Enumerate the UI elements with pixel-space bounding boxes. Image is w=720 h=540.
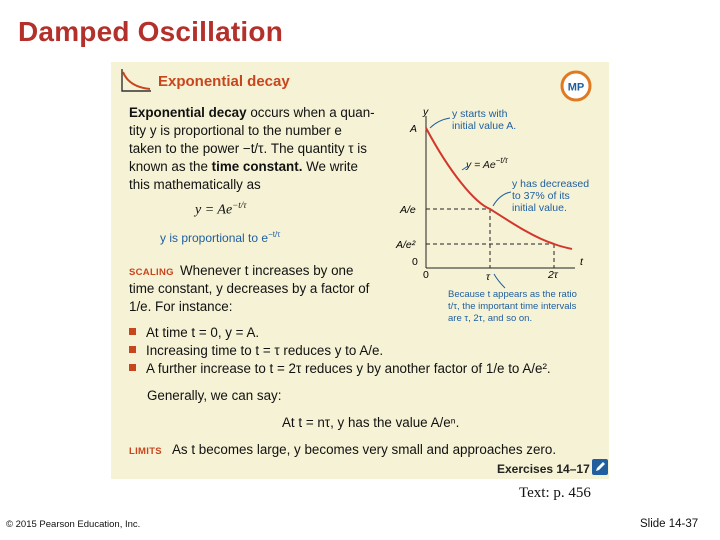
arrow-start [430, 118, 450, 128]
bullet-square-icon [129, 328, 136, 335]
limits-tag: LIMITS [129, 446, 162, 457]
scaling-line3: 1/e. For instance: [129, 299, 233, 314]
pencil-icon[interactable] [592, 459, 608, 475]
x-axis-label: t [580, 256, 583, 268]
para-line2: tity y is proportional to the number e [129, 123, 342, 138]
general-rule: At t = nτ, y has the value A/eⁿ. [282, 415, 460, 430]
exercises-link[interactable]: Exercises 14–17 [497, 462, 590, 476]
annotation-tau-line2: t/τ, the important time intervals [448, 301, 577, 312]
definition-paragraph [129, 104, 381, 194]
term-time-constant: time constant. [211, 159, 303, 174]
curve-label: $y = Ae^{-t/\tau}$ [466, 156, 508, 171]
generally-text: Generally, we can say: [147, 388, 282, 403]
formula-exponent: −t/τ [232, 200, 247, 210]
para-line4-post: We write [302, 159, 358, 174]
annotation-37-line3: initial value. [512, 202, 567, 214]
tick-a-over-e: A/e [400, 204, 416, 216]
bullet-item [129, 343, 383, 358]
para-line1: occurs when a quan- [246, 105, 375, 120]
arrow-37 [493, 192, 511, 206]
bullet-item [129, 325, 259, 340]
formula-note-text: y is proportional to e [160, 231, 269, 245]
scaling-tag: SCALING [129, 267, 174, 278]
bullet-square-icon [129, 364, 136, 371]
annotation-tau-line1: Because t appears as the ratio [448, 289, 577, 300]
tick-a: A [410, 123, 418, 135]
slide-title: Damped Oscillation [18, 16, 283, 47]
scaling-lines [129, 280, 381, 316]
y-axis-label: y [423, 106, 429, 118]
annotation-37-line2: to 37% of its [512, 190, 570, 202]
annotation-tau-line3: are τ, 2τ, and so on. [448, 313, 533, 324]
bullet-square-icon [129, 346, 136, 353]
copyright-notice: © 2015 Pearson Education, Inc. [6, 519, 141, 530]
decay-formula [195, 200, 246, 219]
scaling-line1: Whenever t increases by one [180, 263, 354, 278]
annotation-start-line1: y starts with [452, 108, 508, 120]
bullet-item [129, 361, 551, 376]
annotation-37-line1: y has decreased [512, 178, 590, 190]
bullet-text: Increasing time to t = τ reduces y to A/e. [146, 343, 384, 358]
decay-graph [390, 98, 609, 338]
tick-2tau: 2τ [548, 269, 558, 281]
formula-note-exponent: −t/τ [268, 230, 281, 239]
arrow-tau [494, 274, 505, 288]
formula-base: y = Ae [195, 202, 233, 218]
formula-note [160, 230, 280, 245]
slide-number: Slide 14-37 [640, 518, 699, 530]
decay-curve-icon [119, 67, 153, 95]
tick-zero-x: 0 [423, 269, 429, 281]
tick-a-over-e2: A/e² [396, 239, 416, 251]
term-exponential-decay: Exponential decay [129, 105, 247, 120]
text-reference: Text: p. 456 [519, 485, 591, 501]
annotation-start-line2: initial value A. [452, 120, 517, 132]
scaling-line2: time constant, y decreases by a factor of [129, 281, 370, 296]
panel-header-title: Exponential decay [158, 73, 290, 90]
tick-zero-y: 0 [412, 256, 418, 268]
tick-tau: τ [486, 271, 490, 283]
para-line3: taken to the power −t/τ. The quantity τ is [129, 141, 367, 156]
badge-text: MP [567, 81, 585, 94]
para-line4-pre: known as the [129, 159, 212, 174]
para-line5: this mathematically as [129, 177, 261, 192]
limits-text: As t becomes large, y becomes very small and approaches zero. [172, 442, 557, 457]
bullet-text: At time t = 0, y = A. [146, 325, 260, 340]
bullet-text: A further increase to t = 2τ reduces y by another factor of 1/e to A/e². [146, 361, 551, 376]
